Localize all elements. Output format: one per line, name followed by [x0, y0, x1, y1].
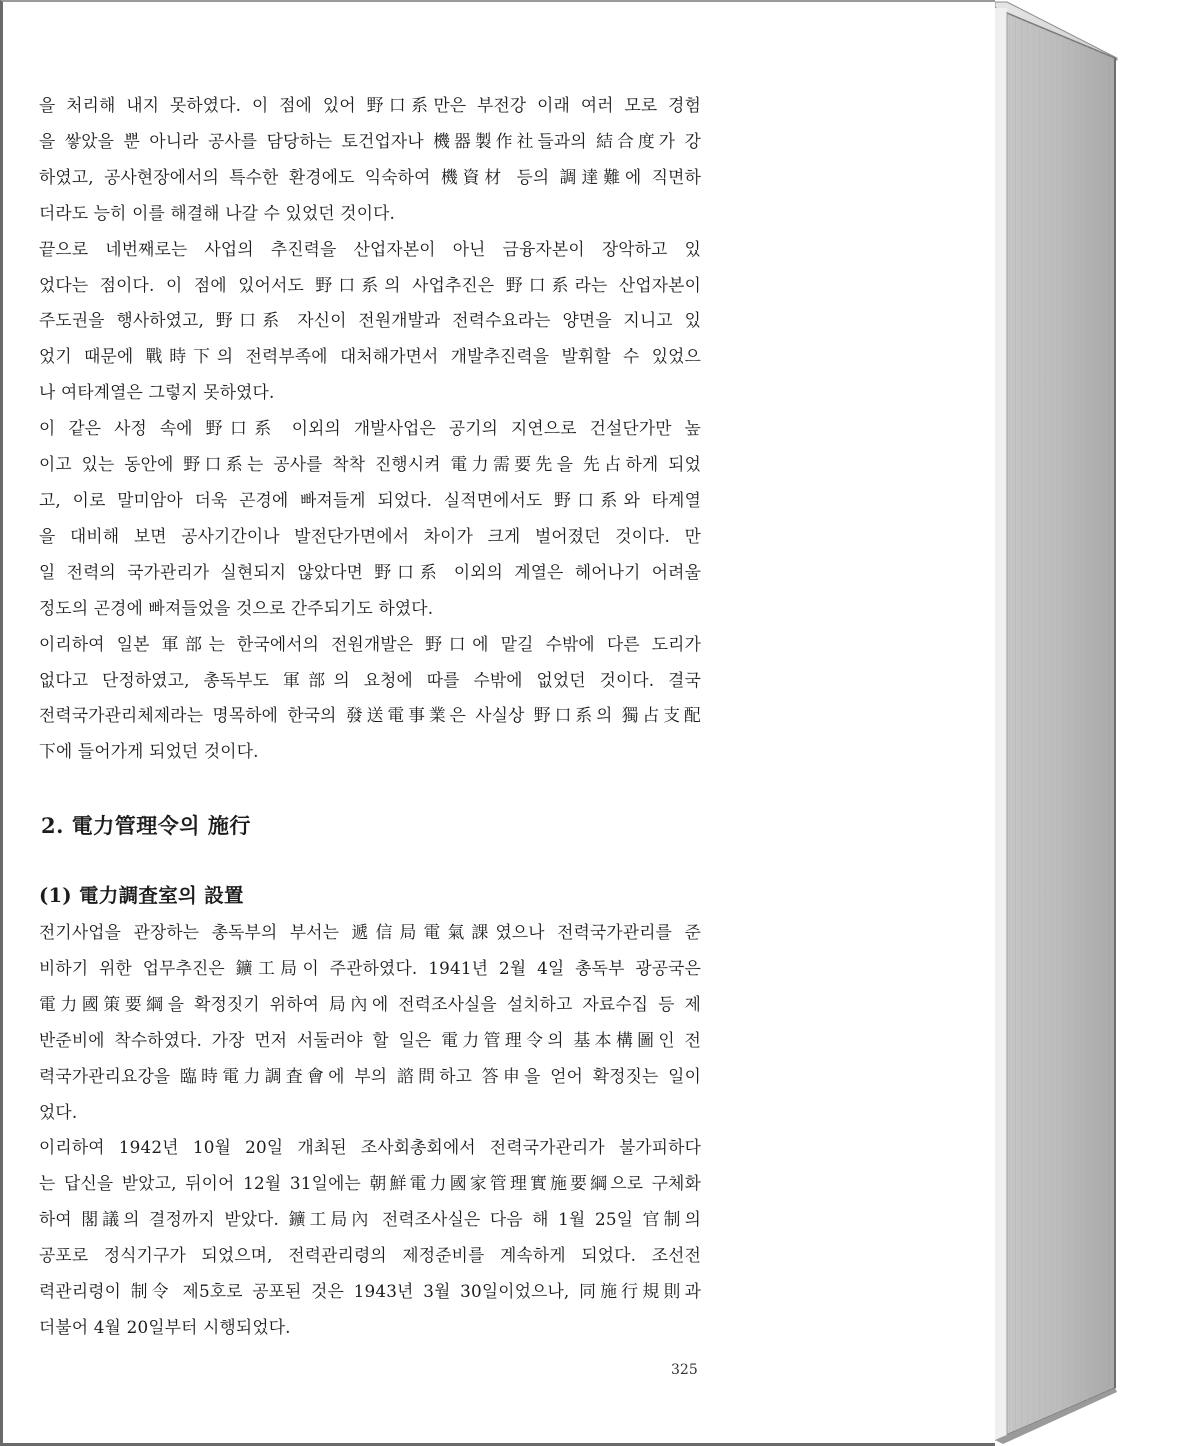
- text-line: 電力國策要綱을 확정짓기 위하여 局內에 전력조사실을 설치하고 자료수집 등 제: [39, 993, 701, 1014]
- text-line: 없다고 단정하였고, 총독부도 軍部의 요청에 따를 수밖에 없었던 것이다. 결국: [39, 669, 701, 690]
- section-2-body: [39, 915, 701, 1346]
- text-line: 반준비에 착수하였다. 가장 먼저 서둘러야 할 일은 電力管理令의 基本構圖인 전: [39, 1029, 701, 1050]
- text-line: 주도권을 행사하였고, 野口系 자신이 전원개발과 전력수요라는 양면을 지니고 있: [39, 310, 701, 331]
- text-line: 는 답신을 받았고, 뒤이어 12월 31일에는 朝鮮電力國家管理實施要綱으로 구체화: [39, 1173, 701, 1194]
- subsection-heading: (1) 電力調査室의 設置: [39, 884, 244, 907]
- book-page: [3, 2, 995, 1443]
- paragraph: [39, 88, 701, 232]
- text-line: 하였고, 공사현장에서의 특수한 환경에도 익숙하여 機資材 등의 調達難에 직면하: [39, 166, 701, 187]
- paragraph: [39, 627, 701, 771]
- text-line: 전기사업을 관장하는 총독부의 부서는 遞信局電氣課였으나 전력국가관리를 준: [39, 922, 701, 942]
- paragraph: [39, 915, 701, 1130]
- text-line: 비하기 위한 업무추진은 鑛工局이 주관하였다. 1941년 2월 4일 총독부 광공국은: [39, 957, 701, 978]
- text-line: 下에 들어가게 되었던 것이다.: [39, 741, 259, 762]
- text-line: 이리하여 일본 軍部는 한국에서의 전원개발은 野口에 맡길 수밖에 다른 도리가: [39, 633, 701, 654]
- paragraph: [39, 1130, 701, 1345]
- text-line: 고, 이로 말미암아 더욱 곤경에 빠져들게 되었다. 실적면에서도 野口系와 타계열: [39, 489, 701, 510]
- text-line: 었다는 점이다. 이 점에 있어서도 野口系의 사업추진은 野口系라는 산업자본이: [39, 274, 701, 295]
- text-line: 전력국가관리체제라는 명목하에 한국의 發送電事業은 사실상 野口系의 獨占支配: [39, 705, 701, 726]
- text-line: 을 처리해 내지 못하였다. 이 점에 있어 野口系만은 부전강 이래 여러 모로 경험: [39, 95, 701, 115]
- text-line: 었기 때문에 戰時下의 전력부족에 대처해가면서 개발추진력을 발휘할 수 있었으: [39, 346, 701, 367]
- section-1-body: [39, 88, 701, 770]
- text-line: 더불어 4월 20일부터 시행되었다.: [39, 1316, 291, 1337]
- paragraph: [39, 411, 701, 626]
- text-line: 력국가관리요강을 臨時電力調査會에 부의 諮問하고 答申을 얻어 확정짓는 일이: [39, 1065, 701, 1086]
- text-line: 이고 있는 동안에 野口系는 공사를 착착 진행시켜 電力需要先을 先占하게 되었: [39, 454, 701, 475]
- section-heading: 2. 電力管理令의 施行: [41, 813, 251, 838]
- text-line: 이리하여 1942년 10월 20일 개최된 조사회총회에서 전력국가관리가 불가피하다: [39, 1137, 701, 1158]
- text-line: 끝으로 네번째로는 사업의 추진력을 산업자본이 아닌 금융자본이 장악하고 있: [39, 238, 701, 259]
- text-line: 정도의 곤경에 빠져들었을 것으로 간주되기도 하였다.: [39, 597, 434, 618]
- text-line: 하여 閣議의 결정까지 받았다. 鑛工局內 전력조사실은 다음 해 1월 25일 官制의: [39, 1209, 701, 1230]
- paragraph: [39, 232, 701, 412]
- text-line: 일 전력의 국가관리가 실현되지 않았다면 野口系 이외의 계열은 헤어나기 어려울: [39, 561, 701, 582]
- text-line: 을 쌓았을 뿐 아니라 공사를 담당하는 토건업자나 機器製作社들과의 結合度가 강: [39, 130, 701, 151]
- text-line: 더라도 능히 이를 해결해 나갈 수 있었던 것이다.: [39, 202, 396, 223]
- text-line: 나 여타계열은 그렇지 못하였다.: [39, 382, 275, 403]
- text-line: 공포로 정식기구가 되었으며, 전력관리령의 제정준비를 계속하게 되었다. 조선전: [39, 1245, 701, 1266]
- text-line: 을 대비해 보면 공사기간이나 발전단가면에서 차이가 크게 벌어졌던 것이다. 만: [39, 525, 701, 546]
- book-page-edges: [995, 0, 1192, 1446]
- text-line: 력관리령이 制令 제5호로 공포된 것은 1943년 3월 30일이었으나, 同施行規則과: [39, 1281, 701, 1302]
- text-line: 었다.: [39, 1101, 78, 1122]
- text-line: 이 같은 사정 속에 野口系 이외의 개발사업은 공기의 지연으로 건설단가만 높: [39, 418, 701, 439]
- page-number: 325: [671, 1362, 698, 1378]
